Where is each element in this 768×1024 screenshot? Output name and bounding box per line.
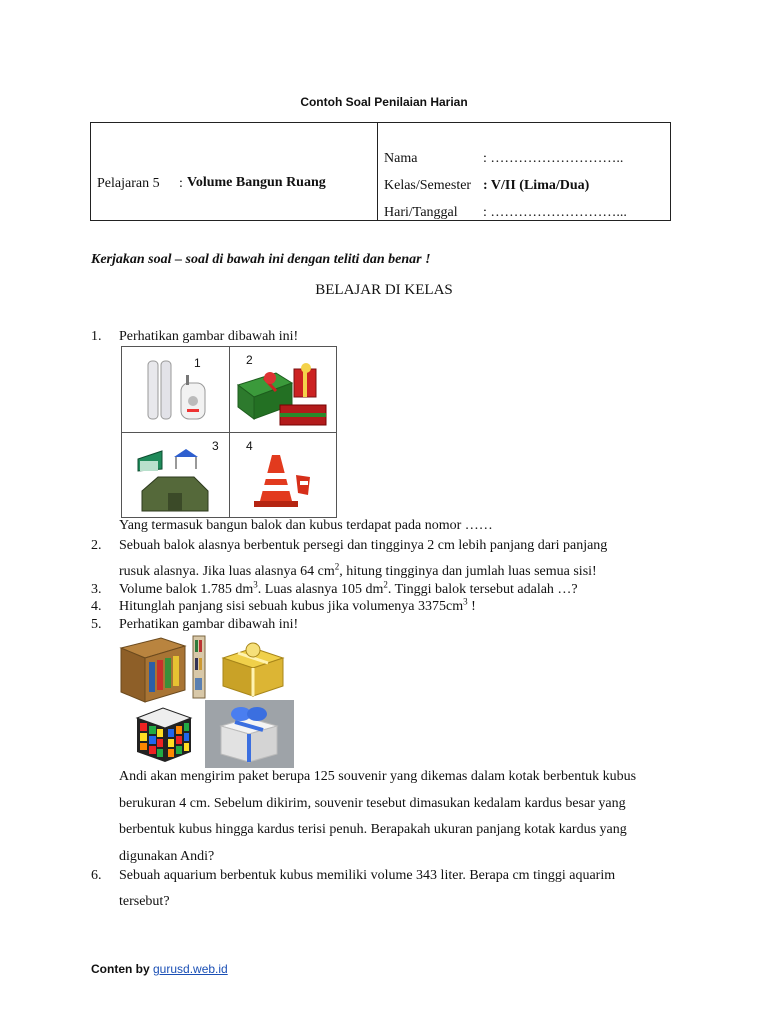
question-6-number: 6. [91, 868, 102, 883]
class-label: Kelas/Semester [384, 178, 472, 193]
question-4-number: 4. [91, 599, 102, 614]
white-gift-box-image [205, 700, 294, 768]
superscript: 2 [383, 579, 388, 590]
question-3-number: 3. [91, 582, 102, 597]
question-5-text: Perhatikan gambar dibawah ini! [119, 617, 299, 632]
grid-label-1: 1 [194, 356, 201, 370]
bookshelf-cube-image [117, 634, 189, 704]
instruction-text: Kerjakan soal – soal di bawah ini dengan teliti dan benar ! [91, 252, 431, 267]
question-3-text [119, 579, 578, 598]
grid-label-3: 3 [212, 439, 219, 453]
grid-label-2: 2 [246, 353, 253, 367]
question-1-text: Perhatikan gambar dibawah ini! [119, 329, 299, 344]
footer-link[interactable]: gurusd.web.id [153, 962, 228, 976]
question-3-c: . Tinggi balok tersebut adalah …? [387, 582, 578, 597]
table-divider [377, 123, 378, 220]
superscript: 3 [253, 579, 258, 590]
question-4-text [119, 596, 476, 615]
grid-label-4: 4 [246, 439, 253, 453]
class-value: : V/II (Lima/Dua) [483, 178, 590, 193]
grid-divider-horizontal [122, 432, 336, 433]
question-4-a: Hitunglah panjang sisi sebuah kubus jika volumenya 3375cm [119, 599, 464, 614]
question-2-line1: Sebuah balok alasnya berbentuk persegi dan tingginya 2 cm lebih panjang dari panjang [119, 538, 608, 553]
question-2-line2 [119, 561, 597, 580]
section-heading: BELAJAR DI KELAS [315, 282, 453, 298]
question-5-paragraph-line-2: berukuran 4 cm. Sebelum dikirim, souvenir tesebut dimasukan kedalam kardus besar yang [119, 796, 626, 811]
question-3-a: Volume balok 1.785 dm [119, 582, 254, 597]
question-3-b: . Luas alasnya 105 dm [257, 582, 384, 597]
question-1-follow: Yang termasuk bangun balok dan kubus terdapat pada nomor …… [119, 518, 493, 533]
tents-image [132, 441, 222, 515]
footer-prefix: Conten by [91, 962, 153, 976]
question-2-number: 2. [91, 538, 102, 553]
subject-separator: : [179, 176, 183, 191]
date-label: Hari/Tanggal [384, 205, 458, 220]
question-5-paragraph-line-4: digunakan Andi? [119, 849, 215, 864]
bookshelf-side-image [191, 634, 207, 700]
question-5-paragraph-line-1: Andi akan mengirim paket berupa 125 souvenir yang dikemas dalam kotak berbentuk kubus [119, 769, 637, 784]
image-grid [121, 346, 337, 518]
question-6-line2: tersebut? [119, 894, 170, 909]
gift-boxes-image [236, 363, 332, 429]
gold-gift-box-image [213, 634, 293, 700]
question-5-paragraph-line-3: berbentuk kubus hingga kardus terisi penuh. Berapakah ukuran panjang kotak kardus yang [119, 822, 627, 837]
date-value: : ………………………... [483, 205, 627, 220]
subject-value: Volume Bangun Ruang [187, 175, 326, 190]
name-label: Nama [384, 151, 418, 166]
name-value: : ……………………….. [483, 151, 624, 166]
superscript: 2 [334, 561, 340, 572]
question-1-number: 1. [91, 329, 102, 344]
question-4-b: ! [467, 599, 476, 614]
footer-credit [91, 962, 228, 976]
question-2-line2-a: rusuk alasnya. Jika luas alasnya 64 cm [119, 564, 335, 579]
subject-label: Pelajaran 5 [97, 176, 160, 191]
document-title: Contoh Soal Penilaian Harian [300, 95, 468, 109]
question-5-number: 5. [91, 617, 102, 632]
speakers-image [144, 357, 214, 427]
header-table [90, 122, 671, 221]
question-6-line1: Sebuah aquarium berbentuk kubus memiliki volume 343 liter. Berapa cm tinggi aquarim [119, 868, 616, 883]
rubiks-cube-image [131, 704, 197, 766]
traffic-cones-image [252, 451, 322, 513]
question-2-line2-b: , hitung tingginya dan jumlah luas semua sisi! [339, 564, 597, 579]
superscript: 3 [463, 596, 468, 607]
